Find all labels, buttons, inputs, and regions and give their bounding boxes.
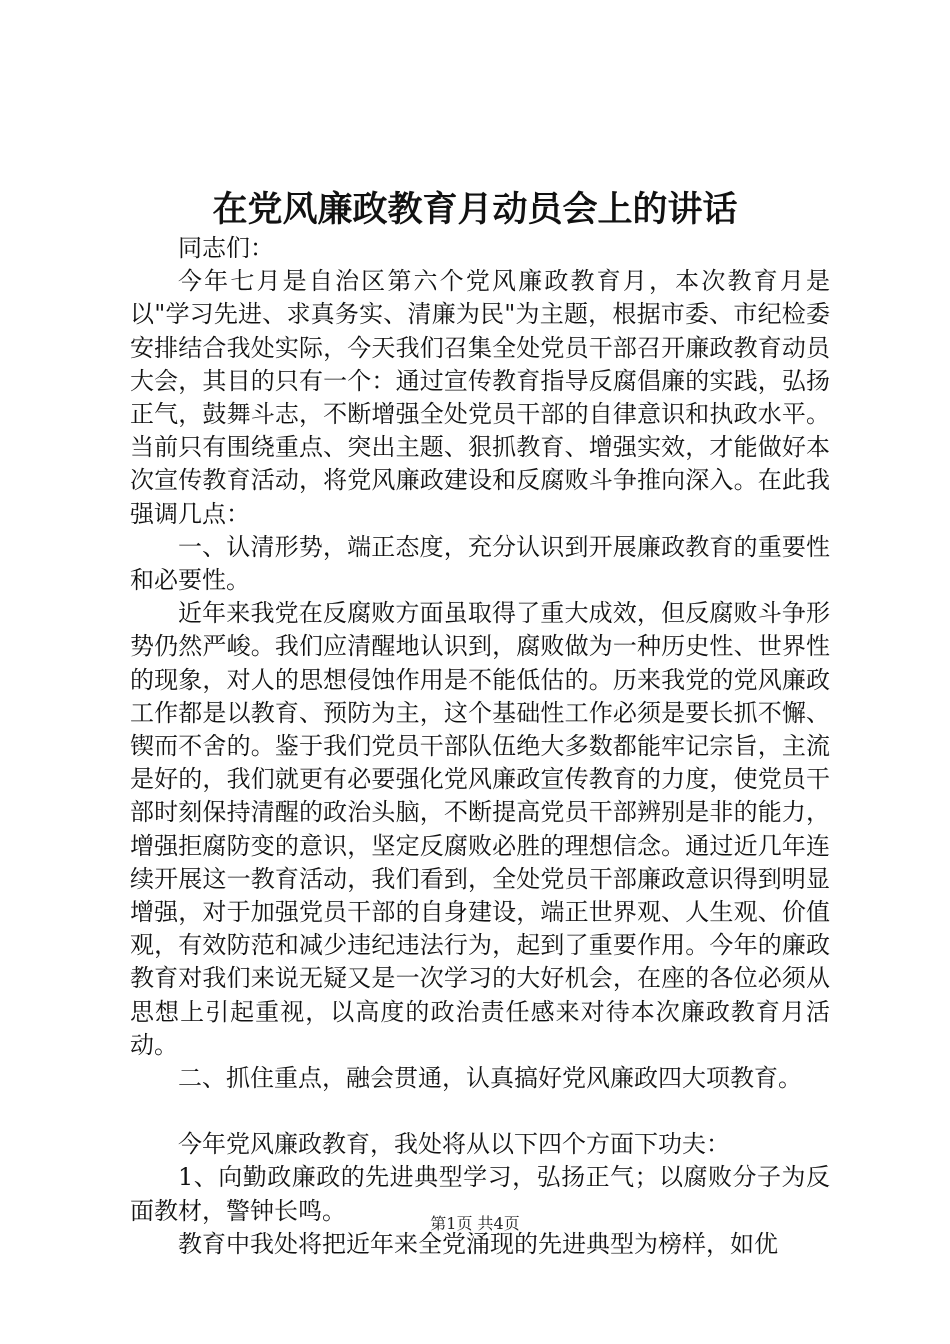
salutation-paragraph: 同志们： [178, 234, 274, 262]
intro-paragraph: 今年七月是自治区第六个党风廉政教育月，本次教育月是以"学习先进、求真务实、清廉为民"为主题，根据市委、市纪检委安排结合我处实际，今天我们召集全处党员干部召开廉政教育动员大会，其目的只有一个：通过宣传教育指导反腐倡廉的实践，弘扬正气，鼓舞斗志，不断增强全处党员干部的自律意识和执政水平。当前只有围绕重点、突出主题、狠抓教育、增强实效，才能做好本次宣传教育活动，将党风廉政建设和反腐败斗争推向深入。在此我强调几点： [130, 267, 830, 528]
body-paragraph: 近年来我党在反腐败方面虽取得了重大成效，但反腐败斗争形势仍然严峻。我们应清醒地认识到，腐败做为一种历史性、世界性的现象，对人的思想侵蚀作用是不能低估的。历来我党的党风廉政工作都是以教育、预防为主，这个基础性工作必须是要长抓不懈、锲而不舍的。鉴于我们党员干部队伍绝大多数都能牢记宗旨，主流是好的，我们就更有必要强化党风廉政宣传教育的力度，使党员干部时刻保持清醒的政治头脑，不断提高党员干部辨别是非的能力，增强拒腐防变的意识，坚定反腐败必胜的理想信念。通过近几年连续开展这一教育活动，我们看到，全处党员干部廉政意识得到明显增强，对于加强党员干部的自身建设，端正世界观、人生观、价值观，有效防范和减少违纪违法行为，起到了重要作用。今年的廉政教育对我们来说无疑又是一次学习的大好机会，在座的各位必须从思想上引起重视，以高度的政治责任感来对待本次廉政教育月活动。 [130, 599, 830, 1059]
section-heading-2: 二、抓住重点，融会贯通，认真搞好党风廉政四大项教育。 [178, 1064, 802, 1093]
body-paragraph: 今年党风廉政教育，我处将从以下四个方面下功夫： [178, 1130, 730, 1159]
section-heading-1: 一、认清形势，端正态度，充分认识到开展廉政教育的重要性和必要性。 [130, 532, 830, 595]
document-title: 在党风廉政教育月动员会上的讲话 [212, 189, 738, 230]
body-paragraph: 教育中我处将把近年来全党涌现的先进典型为榜样，如优 [178, 1229, 778, 1258]
document-body [130, 232, 830, 1261]
page-number-footer: 第1页 共4页 [430, 1214, 520, 1233]
list-item-1: 1、向勤政廉政的先进典型学习，弘扬正气；以腐败分子为反面教材，警钟长鸣。 [130, 1163, 830, 1225]
